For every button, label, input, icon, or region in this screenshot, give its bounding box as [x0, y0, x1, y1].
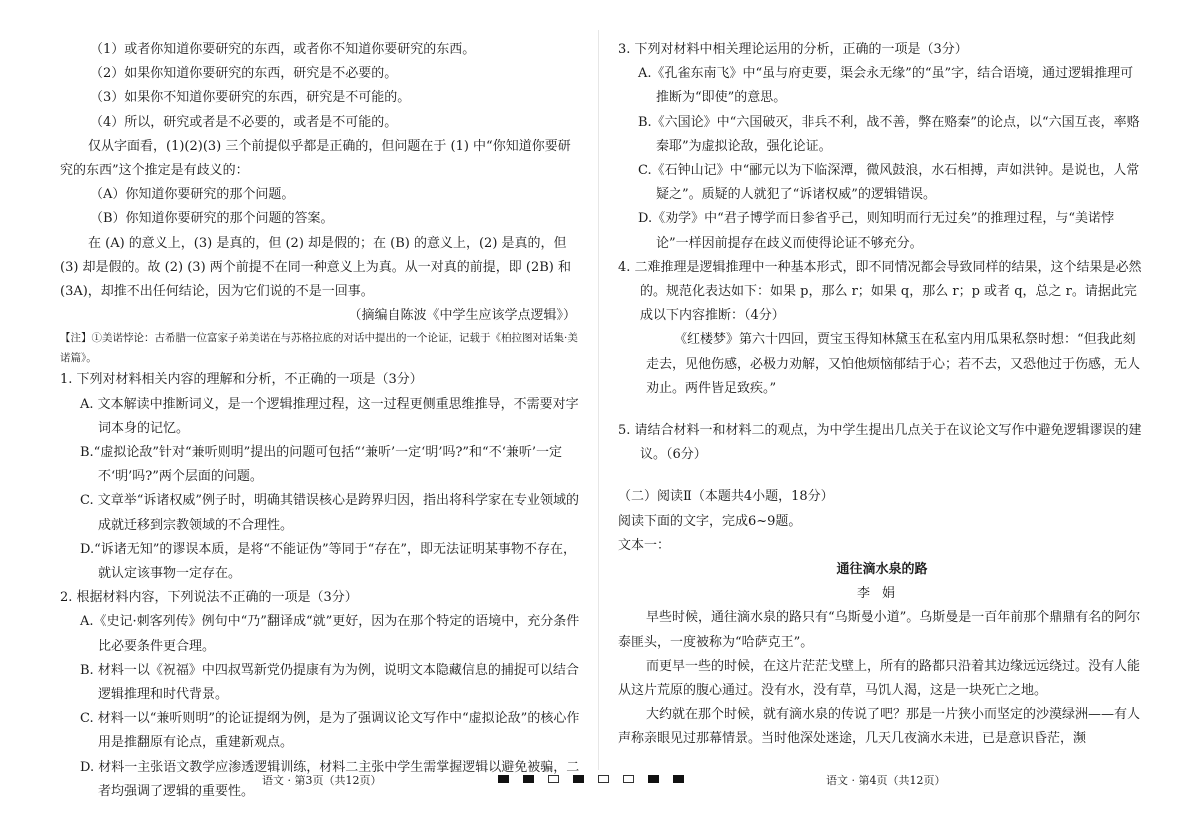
question-3-option-a: A.《孔雀东南飞》中“虽与府吏要，渠会永无缘”的“虽”字，结合语境，通过逻辑推理可推断为“即使”的意思。: [638, 66, 1134, 106]
registration-mark-filled: [498, 775, 509, 783]
question-3-option-c: C.《石钟山记》中“郦元以为下临深潭，微风鼓浪，水石相搏，声如洪钟。是说也，人常疑之”。质疑的人就犯了“诉诸权威”的逻辑错误。: [638, 163, 1140, 203]
question-1-option-a: A. 文本解读中推断词义，是一个逻辑推理过程，这一过程更侧重思维推导，不需要对字词本身的记忆。: [80, 396, 579, 436]
text-label: 文本一：: [618, 537, 671, 553]
source-citation: （摘编自陈波《中学生应该学点逻辑》）: [348, 308, 576, 324]
question-4: 4. 二难推理是逻辑推理中一种基本形式，即不同情况都会导致同样的结果，这个结果是必然的。规范化表达如下：如果 p，那么 r；如果 q，那么 r；p 或者 q，总之 r。请据此完成以下内容推断：（4分）: [618, 259, 1142, 324]
registration-mark-empty: [548, 775, 559, 783]
footer-page-left: 语文 · 第3页（共12页）: [262, 774, 382, 787]
article-paragraph: 大约就在那个时候，就有滴水泉的传说了吧？那是一片狭小而坚定的沙漠绿洲——有人声称亲眼见过那幕情景。当时他深处迷途，几天几夜滴水未进，已是意识昏茫，濒: [618, 707, 1141, 747]
registration-mark-empty: [598, 775, 609, 783]
footer-page-right: 语文 · 第4页（共12页）: [826, 774, 946, 787]
article-author: 李娟: [856, 586, 907, 602]
right-page: [618, 38, 1146, 752]
registration-marks: [498, 775, 684, 783]
left-page: [60, 38, 580, 804]
registration-mark-filled: [573, 775, 584, 783]
question-4-quote: 《红楼梦》第六十四回，贾宝玉得知林黛玉在私室内用瓜果私祭时想：“但我此刻走去，见他伤感，必极力劝解，又怕他烦恼郁结于心；若不去，又恐他过于伤感，无人劝止。两件皆足致疾。”: [646, 332, 1141, 396]
meaning-b: （B）你知道你要研究的那个问题的答案。: [90, 211, 334, 227]
question-1-option-d: D.“诉诸无知”的谬误本质，是将“不能证伪”等同于“存在”，即无法证明某事物不存在，就认定该事物一定存在。: [80, 541, 576, 582]
paragraph: 在 (A) 的意义上，(3) 是真的，但 (2) 却是假的；在 (B) 的意义上，(2) 是真的，但 (3) 却是假的。故 (2) (3) 两个前提不在同一种意义上为真。从一对真的前提，即 (2B) 和 (3A)，却推不出任何结论，因为它们说的不是一回事。: [60, 235, 572, 300]
paragraph: 仅从字面看，(1)(2)(3) 三个前提似乎都是正确的，但问题在于 (1) 中“你知道你要研究的东西”这个推定是有歧义的：: [60, 138, 571, 179]
question-2-option-a: A.《史记·刺客列传》例句中“乃”翻译成“就”更好，因为在那个特定的语境中，充分条件比必要条件更合理。: [80, 614, 580, 654]
question-1-option-b: B.“虚拟论敌”针对“兼听则明”提出的问题可包括“‘兼听’一定‘明’吗?”和“不‘兼听’一定不‘明’吗?”两个层面的问题。: [80, 445, 562, 485]
question-5: 5. 请结合材料一和材料二的观点，为中学生提出几点关于在议论文写作中避免逻辑谬误的建议。（6分）: [618, 423, 1142, 463]
question-1-option-c: C. 文章举“诉诸权威”例子时，明确其错误核心是跨界归因，指出将科学家在专业领域的成就迁移到宗教领域的不合理性。: [80, 493, 580, 533]
question-3: 3. 下列对材料中相关理论运用的分析，正确的一项是（3分）: [618, 42, 968, 57]
instructions: 阅读下面的文字，完成6~9题。: [618, 513, 802, 529]
article-paragraph: 而更早一些的时候，在这片茫茫戈壁上，所有的路都只沿着其边缘远远绕过。没有人能从这片荒原的腹心通过。没有水，没有草，马饥人渴，这是一块死亡之地。: [618, 658, 1141, 699]
footnote: 【注】①美诺悖论：古希腊一位富家子弟美诺在与苏格拉底的对话中提出的一个论证，记载于《柏拉图对话集·美诺篇》。: [60, 332, 578, 365]
question-3-option-b: B.《六国论》中“六国破灭，非兵不利，战不善，弊在赂秦”的论点，以“六国互丧，率赂秦耶”为虚拟论敌，强化论证。: [638, 114, 1140, 154]
question-1: 1. 下列对材料相关内容的理解和分析，不正确的一项是（3分）: [60, 372, 423, 388]
premise-2: （2）如果你知道你要研究的东西，研究是不必要的。: [90, 66, 398, 82]
article-title: 通往滴水泉的路: [836, 562, 928, 578]
registration-mark-filled: [648, 775, 659, 783]
question-2-option-c: C. 材料一以“兼听则明”的论证提纲为例，是为了强调议论文写作中“虚拟论敌”的核心作用是推翻原有论点，重建新观点。: [80, 711, 580, 751]
question-2: 2. 根据材料内容，下列说法不正确的一项是（3分）: [60, 590, 358, 606]
registration-mark-filled: [673, 775, 684, 783]
question-3-option-d: D.《劝学》中“君子博学而日参省乎己，则知明而行无过矣”的推理过程，与“美诺悖论”一样因前提存在歧义而使得论证不够充分。: [638, 211, 1115, 251]
premise-3: （3）如果你不知道你要研究的东西，研究是不可能的。: [90, 90, 411, 106]
registration-mark-filled: [523, 775, 534, 783]
premise-1: （1）或者你知道你要研究的东西，或者你不知道你要研究的东西。: [90, 42, 476, 57]
page-divider: [598, 30, 599, 770]
article-paragraph: 早些时候，通往滴水泉的路只有“乌斯曼小道”。乌斯曼是一百年前那个鼎鼎有名的阿尔泰匪头，一度被称为“哈萨克王”。: [618, 610, 1141, 650]
meaning-a: （A）你知道你要研究的那个问题。: [90, 187, 295, 203]
question-2-option-b: B. 材料一以《祝福》中四叔骂新党仍提康有为为例，说明文本隐藏信息的捕捉可以结合逻辑推理和时代背景。: [80, 662, 579, 703]
question-2-option-d: D. 材料一主张语文教学应渗透逻辑训练，材料二主张中学生需掌握逻辑以避免被骗，二者均强调了逻辑的重要性。: [80, 759, 580, 799]
section-heading: （二）阅读Ⅱ（本题共4小题，18分）: [618, 489, 834, 505]
registration-mark-empty: [623, 775, 634, 783]
premise-4: （4）所以，研究或者是不必要的，或者是不可能的。: [90, 114, 398, 130]
